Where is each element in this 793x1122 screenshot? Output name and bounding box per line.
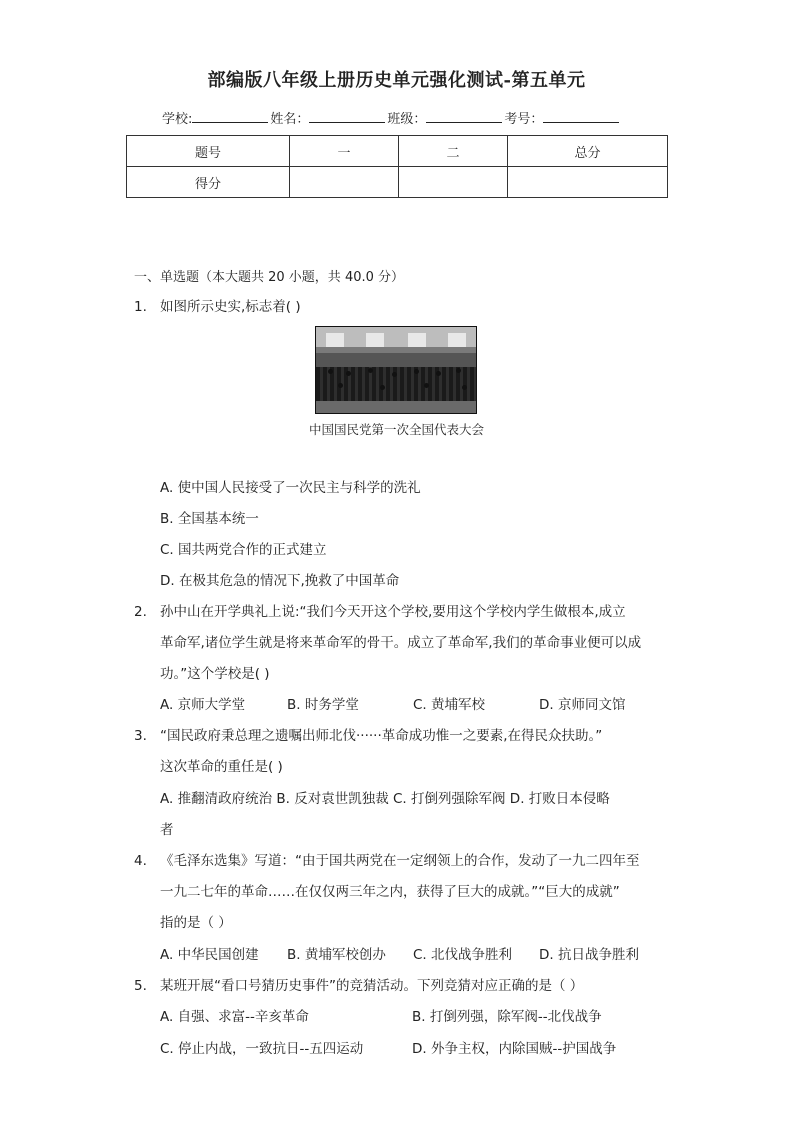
photo-figure [368, 368, 373, 373]
header-cell: 二 [399, 136, 508, 167]
header-cell: 题号 [127, 136, 290, 167]
photo-figure [414, 369, 419, 374]
option-a[interactable]: A. 中华民国创建 [160, 947, 259, 963]
option-c[interactable]: C. 黄埔军校 [413, 697, 486, 713]
photo-floor [316, 401, 476, 413]
option-b[interactable]: B. 时务学堂 [287, 697, 359, 713]
school-blank[interactable] [192, 109, 268, 123]
option-d[interactable]: D. 京师同文馆 [539, 697, 626, 713]
class-label: 班级： [387, 112, 427, 127]
name-label: 姓名： [270, 112, 310, 127]
option-d[interactable]: D. 在极其危急的情况下,挽救了中国革命 [160, 573, 400, 589]
score-table-header [127, 136, 668, 167]
photo-caption: 中国国民党第一次全国代表大会 [308, 422, 484, 437]
photo-figure [436, 371, 441, 376]
question-number: 2. [134, 604, 147, 620]
photo-figure [456, 368, 461, 373]
question-number: 3. [134, 728, 147, 744]
congress-photo [315, 326, 477, 414]
question-text: 一九二七年的革命……在仅仅两三年之内，获得了巨大的成就。”“巨大的成就” [160, 884, 620, 900]
question-options-line[interactable]: A. 推翻清政府统治 B. 反对袁世凯独裁 C. 打倒列强除军阀 D. 打败日本侵略 [160, 791, 610, 807]
photo-window [448, 333, 466, 347]
photo-figure [462, 385, 467, 390]
option-b[interactable]: B. 打倒列强，除军阀--北伐战争 [412, 1009, 602, 1025]
number-label: 考号： [504, 112, 544, 127]
photo-window [366, 333, 384, 347]
option-b[interactable]: B. 全国基本统一 [160, 511, 259, 527]
question-text: “国民政府秉总理之遗嘱出师北伐······革命成功惟一之要素,在得民众扶助。” [160, 728, 603, 744]
question-text: 如图所示史实,标志着( ) [160, 299, 301, 315]
number-blank[interactable] [543, 109, 619, 123]
score-cell[interactable] [508, 167, 668, 198]
photo-window [326, 333, 344, 347]
option-a[interactable]: A. 自强、求富--辛亥革命 [160, 1009, 309, 1025]
section-heading: 一、单选题（本大题共 20 小题，共 40.0 分） [134, 270, 405, 285]
option-d[interactable]: D. 外争主权，内除国贼--护国战争 [412, 1041, 617, 1057]
school-label: 学校: [162, 112, 193, 127]
question-number: 4. [134, 853, 147, 869]
question-text: 指的是（ ） [160, 915, 232, 931]
question-number: 1. [134, 299, 147, 315]
score-cell[interactable] [399, 167, 508, 198]
option-c[interactable]: C. 停止内战，一致抗日--五四运动 [160, 1041, 364, 1057]
name-blank[interactable] [309, 109, 385, 123]
header-cell: 总分 [508, 136, 668, 167]
question-text: 革命军,诸位学生就是将来革命军的骨干。成立了革命军,我们的革命事业便可以成 [160, 635, 642, 651]
question-text: 孙中山在开学典礼上说:“我们今天开这个学校,要用这个学校内学生做根本,成立 [160, 604, 626, 620]
photo-window [408, 333, 426, 347]
question-text: 某班开展“看口号猜历史事件”的竞猜活动。下列竞猜对应正确的是（ ） [160, 978, 584, 994]
question-options-line[interactable]: 者 [160, 822, 174, 838]
option-c[interactable]: C. 国共两党合作的正式建立 [160, 542, 327, 558]
photo-figure [338, 383, 343, 388]
option-a[interactable]: A. 使中国人民接受了一次民主与科学的洗礼 [160, 480, 421, 496]
photo-figure [328, 369, 333, 374]
question-text: 功。”这个学校是( ) [160, 666, 270, 682]
photo-figure [392, 372, 397, 377]
score-table-row [127, 167, 668, 198]
option-b[interactable]: B. 黄埔军校创办 [287, 947, 386, 963]
photo-figure [424, 383, 429, 388]
row-label: 得分 [127, 167, 290, 198]
page-title: 部编版八年级上册历史单元强化测试-第五单元 [207, 70, 586, 91]
photo-figure [380, 385, 385, 390]
score-cell[interactable] [290, 167, 399, 198]
question-text: 这次革命的重任是( ) [160, 759, 283, 775]
header-cell: 一 [290, 136, 399, 167]
score-table [126, 135, 668, 198]
question-number: 5. [134, 978, 147, 994]
photo-figure [346, 371, 351, 376]
class-blank[interactable] [426, 109, 502, 123]
option-d[interactable]: D. 抗日战争胜利 [539, 947, 639, 963]
option-a[interactable]: A. 京师大学堂 [160, 697, 246, 713]
option-c[interactable]: C. 北伐战争胜利 [413, 947, 513, 963]
question-text: 《毛泽东选集》写道：“由于国共两党在一定纲领上的合作，发动了一九二四年至 [160, 853, 640, 869]
student-info-row [162, 108, 621, 127]
